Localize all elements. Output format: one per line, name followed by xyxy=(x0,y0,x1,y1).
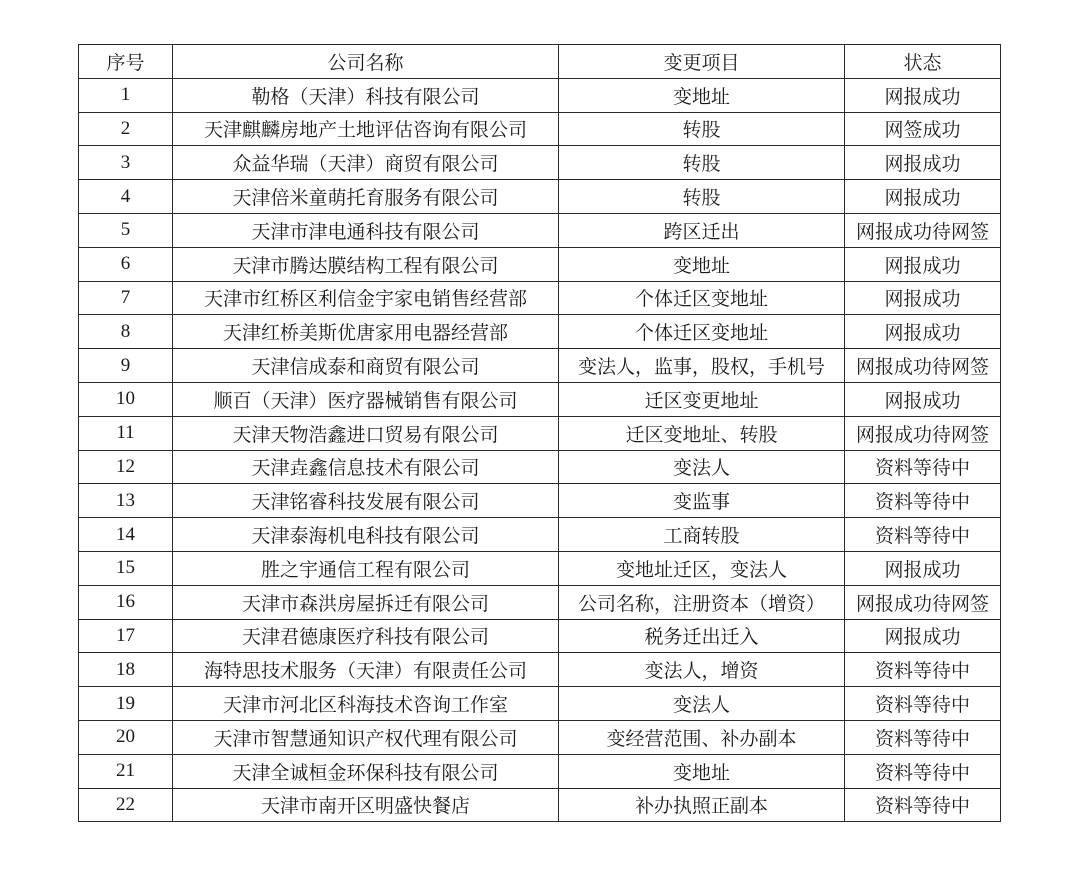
row-serial-number: 14 xyxy=(79,518,173,552)
row-company-name: 天津市河北区科海技术咨询工作室 xyxy=(173,687,559,721)
table-row xyxy=(79,450,1001,484)
table-row xyxy=(79,349,1001,383)
table-row xyxy=(79,687,1001,721)
row-company-name: 天津市森洪房屋拆迁有限公司 xyxy=(173,585,559,619)
table-row xyxy=(79,551,1001,585)
row-change-item: 变法人，监事，股权，手机号 xyxy=(559,349,845,383)
row-status: 网报成功 xyxy=(845,619,1001,653)
table-row xyxy=(79,247,1001,281)
row-change-item: 变地址迁区，变法人 xyxy=(559,551,845,585)
row-change-item: 公司名称，注册资本（增资） xyxy=(559,585,845,619)
table-body xyxy=(79,78,1001,822)
row-change-item: 变地址 xyxy=(559,247,845,281)
row-status: 资料等待中 xyxy=(845,788,1001,822)
row-company-name: 勒格（天津）科技有限公司 xyxy=(173,78,559,112)
row-serial-number: 11 xyxy=(79,416,173,450)
row-company-name: 海特思技术服务（天津）有限责任公司 xyxy=(173,653,559,687)
row-change-item: 跨区迁出 xyxy=(559,213,845,247)
row-company-name: 天津垚鑫信息技术有限公司 xyxy=(173,450,559,484)
row-status: 网签成功 xyxy=(845,112,1001,146)
row-company-name: 胜之宇通信工程有限公司 xyxy=(173,551,559,585)
row-status: 资料等待中 xyxy=(845,687,1001,721)
row-company-name: 天津全诚桓金环保科技有限公司 xyxy=(173,754,559,788)
table-row xyxy=(79,112,1001,146)
row-status: 网报成功 xyxy=(845,382,1001,416)
row-company-name: 顺百（天津）医疗器械销售有限公司 xyxy=(173,382,559,416)
row-serial-number: 13 xyxy=(79,484,173,518)
row-serial-number: 2 xyxy=(79,112,173,146)
row-company-name: 天津天物浩鑫进口贸易有限公司 xyxy=(173,416,559,450)
business-change-table xyxy=(78,44,1001,822)
row-serial-number: 20 xyxy=(79,720,173,754)
row-status: 资料等待中 xyxy=(845,518,1001,552)
row-company-name: 天津市腾达膜结构工程有限公司 xyxy=(173,247,559,281)
header-company-name: 公司名称 xyxy=(173,45,559,79)
row-serial-number: 9 xyxy=(79,349,173,383)
table-row xyxy=(79,213,1001,247)
row-change-item: 变法人 xyxy=(559,687,845,721)
row-status: 网报成功 xyxy=(845,180,1001,214)
row-serial-number: 15 xyxy=(79,551,173,585)
row-company-name: 众益华瑞（天津）商贸有限公司 xyxy=(173,146,559,180)
row-serial-number: 8 xyxy=(79,315,173,349)
row-change-item: 变经营范围、补办副本 xyxy=(559,720,845,754)
row-company-name: 天津泰海机电科技有限公司 xyxy=(173,518,559,552)
row-company-name: 天津市智慧通知识产权代理有限公司 xyxy=(173,720,559,754)
row-status: 网报成功待网签 xyxy=(845,349,1001,383)
row-change-item: 变法人，增资 xyxy=(559,653,845,687)
row-company-name: 天津麒麟房地产土地评估咨询有限公司 xyxy=(173,112,559,146)
row-serial-number: 19 xyxy=(79,687,173,721)
row-status: 网报成功 xyxy=(845,315,1001,349)
row-status: 资料等待中 xyxy=(845,754,1001,788)
table-row xyxy=(79,382,1001,416)
row-company-name: 天津红桥美斯优唐家用电器经营部 xyxy=(173,315,559,349)
row-serial-number: 22 xyxy=(79,788,173,822)
row-status: 网报成功 xyxy=(845,281,1001,315)
row-change-item: 个体迁区变地址 xyxy=(559,315,845,349)
row-serial-number: 21 xyxy=(79,754,173,788)
table-row xyxy=(79,619,1001,653)
row-change-item: 迁区变地址、转股 xyxy=(559,416,845,450)
row-serial-number: 16 xyxy=(79,585,173,619)
table-row xyxy=(79,281,1001,315)
table-row xyxy=(79,720,1001,754)
table-row xyxy=(79,416,1001,450)
row-change-item: 工商转股 xyxy=(559,518,845,552)
table-row xyxy=(79,315,1001,349)
row-status: 网报成功待网签 xyxy=(845,416,1001,450)
table-row xyxy=(79,585,1001,619)
row-change-item: 变地址 xyxy=(559,78,845,112)
row-serial-number: 7 xyxy=(79,281,173,315)
row-status: 资料等待中 xyxy=(845,720,1001,754)
row-serial-number: 1 xyxy=(79,78,173,112)
table-row xyxy=(79,788,1001,822)
row-serial-number: 4 xyxy=(79,180,173,214)
table-row xyxy=(79,653,1001,687)
row-change-item: 变地址 xyxy=(559,754,845,788)
row-status: 网报成功待网签 xyxy=(845,585,1001,619)
row-change-item: 转股 xyxy=(559,180,845,214)
row-serial-number: 12 xyxy=(79,450,173,484)
row-change-item: 税务迁出迁入 xyxy=(559,619,845,653)
row-status: 网报成功 xyxy=(845,247,1001,281)
row-serial-number: 6 xyxy=(79,247,173,281)
row-change-item: 转股 xyxy=(559,112,845,146)
row-change-item: 变监事 xyxy=(559,484,845,518)
row-company-name: 天津君德康医疗科技有限公司 xyxy=(173,619,559,653)
row-company-name: 天津市津电通科技有限公司 xyxy=(173,213,559,247)
row-serial-number: 3 xyxy=(79,146,173,180)
header-serial-number: 序号 xyxy=(79,45,173,79)
row-company-name: 天津信成泰和商贸有限公司 xyxy=(173,349,559,383)
row-status: 资料等待中 xyxy=(845,484,1001,518)
row-change-item: 迁区变更地址 xyxy=(559,382,845,416)
row-change-item: 个体迁区变地址 xyxy=(559,281,845,315)
row-company-name: 天津倍米童萌托育服务有限公司 xyxy=(173,180,559,214)
row-serial-number: 18 xyxy=(79,653,173,687)
row-company-name: 天津铭睿科技发展有限公司 xyxy=(173,484,559,518)
row-serial-number: 17 xyxy=(79,619,173,653)
row-status: 网报成功 xyxy=(845,78,1001,112)
header-change-item: 变更项目 xyxy=(559,45,845,79)
table-header-row xyxy=(79,45,1001,79)
row-company-name: 天津市红桥区利信金宇家电销售经营部 xyxy=(173,281,559,315)
table-row xyxy=(79,180,1001,214)
row-status: 网报成功 xyxy=(845,551,1001,585)
row-change-item: 转股 xyxy=(559,146,845,180)
row-change-item: 变法人 xyxy=(559,450,845,484)
row-status: 资料等待中 xyxy=(845,450,1001,484)
table-row xyxy=(79,78,1001,112)
header-status: 状态 xyxy=(845,45,1001,79)
row-serial-number: 10 xyxy=(79,382,173,416)
row-change-item: 补办执照正副本 xyxy=(559,788,845,822)
table-row xyxy=(79,518,1001,552)
row-status: 网报成功待网签 xyxy=(845,213,1001,247)
table-row xyxy=(79,754,1001,788)
row-company-name: 天津市南开区明盛快餐店 xyxy=(173,788,559,822)
row-serial-number: 5 xyxy=(79,213,173,247)
table-row xyxy=(79,146,1001,180)
row-status: 资料等待中 xyxy=(845,653,1001,687)
row-status: 网报成功 xyxy=(845,146,1001,180)
table-row xyxy=(79,484,1001,518)
